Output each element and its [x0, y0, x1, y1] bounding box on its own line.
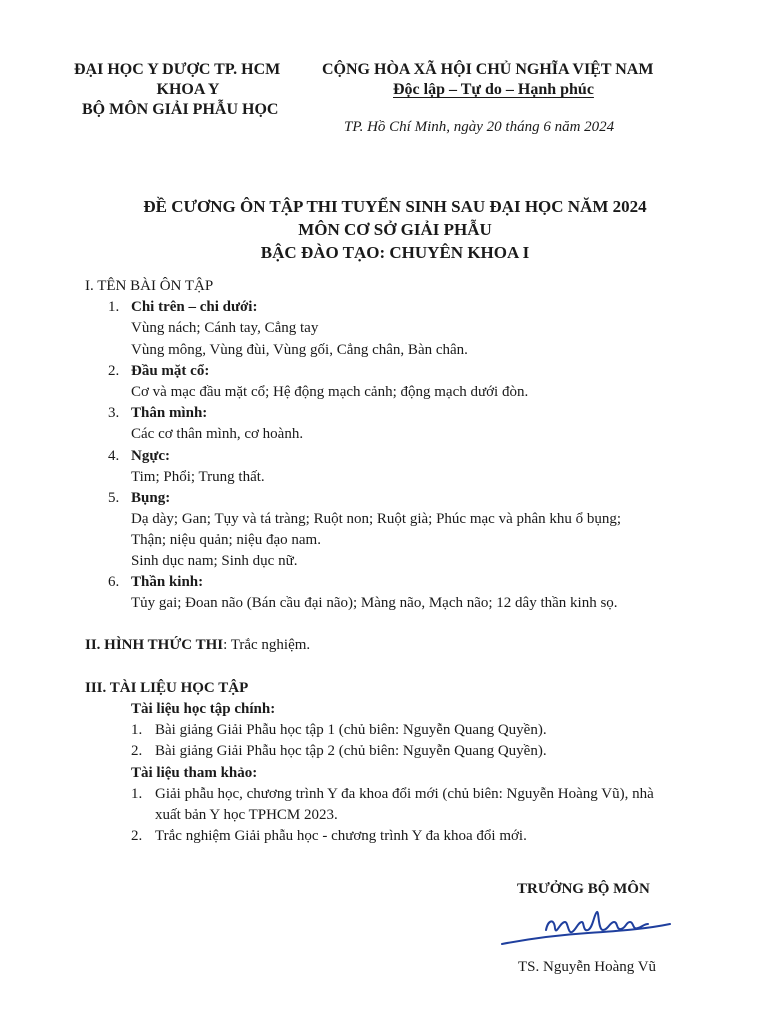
list-item-continued: xuất bản Y học TPHCM 2023.	[155, 807, 338, 823]
section3-heading: III. TÀI LIỆU HỌC TẬP	[85, 680, 249, 696]
list-number: 2.	[131, 743, 143, 759]
item-line: Sinh dục nam; Sinh dục nữ.	[131, 553, 298, 569]
item-line: Dạ dày; Gan; Tụy và tá tràng; Ruột non; Ruột già; Phúc mạc và phân khu ổ bụng;	[131, 511, 622, 527]
item-title: Chi trên – chi dưới:	[131, 299, 258, 315]
item-number: 2.	[108, 363, 120, 379]
doc-title-line1: ĐỀ CƯƠNG ÔN TẬP THI TUYỂN SINH SAU ĐẠI HỌC NĂM 2024	[143, 197, 647, 216]
date-line: TP. Hồ Chí Minh, ngày 20 tháng 6 năm 2024	[344, 119, 615, 135]
doc-title-line2: MÔN CƠ SỞ GIẢI PHẪU	[298, 220, 492, 239]
item-line: Cơ và mạc đầu mặt cổ; Hệ động mạch cảnh; động mạch dưới đòn.	[131, 384, 529, 400]
section1-heading: I. TÊN BÀI ÔN TẬP	[85, 278, 214, 294]
item-line: Vùng mông, Vùng đùi, Vùng gối, Cẳng chân, Bàn chân.	[131, 342, 468, 358]
section2	[85, 637, 310, 654]
item-title: Thân mình:	[131, 405, 208, 421]
list-number: 1.	[131, 786, 143, 802]
item-line: Các cơ thân mình, cơ hoành.	[131, 426, 304, 442]
main-materials-heading: Tài liệu học tập chính:	[131, 701, 276, 717]
item-number: 3.	[108, 405, 120, 421]
item-line: Tim; Phổi; Trung thất.	[131, 469, 265, 485]
item-title: Bụng:	[131, 490, 171, 506]
section2-heading: II. HÌNH THỨC THI	[85, 637, 224, 653]
item-title: Ngực:	[131, 448, 170, 464]
list-item: Trắc nghiệm Giải phẫu học - chương trình Y đa khoa đổi mới.	[155, 828, 527, 844]
reference-heading: Tài liệu tham khảo:	[131, 765, 258, 781]
list-number: 2.	[131, 828, 143, 844]
signatory-role: TRƯỞNG BỘ MÔN	[517, 881, 650, 897]
list-number: 1.	[131, 722, 143, 738]
department-name: BỘ MÔN GIẢI PHẪU HỌC	[82, 101, 279, 118]
item-line: Tủy gai; Đoan não (Bán cầu đại não); Màng não, Mạch não; 12 dây thần kinh sọ.	[131, 595, 618, 611]
list-item: Bài giảng Giải Phẫu học tập 1 (chủ biên: Nguyễn Quang Quyền).	[155, 722, 547, 738]
doc-title-line3: BẬC ĐÀO TẠO: CHUYÊN KHOA I	[260, 243, 530, 262]
item-number: 4.	[108, 448, 120, 464]
university-name: ĐẠI HỌC Y DƯỢC TP. HCM	[74, 61, 281, 78]
signature-underline-stroke	[502, 924, 670, 944]
national-title: CỘNG HÒA XÃ HỘI CHỦ NGHĨA VIỆT NAM	[322, 61, 654, 78]
list-item: Giải phẫu học, chương trình Y đa khoa đổi mới (chủ biên: Nguyễn Hoàng Vũ), nhà	[155, 786, 654, 802]
item-line: Thận; niệu quản; niệu đạo nam.	[131, 532, 321, 548]
handwritten-signature	[498, 906, 678, 956]
item-line: Vùng nách; Cánh tay, Cẳng tay	[131, 320, 319, 336]
section2-text: : Trắc nghiệm.	[223, 637, 311, 653]
item-number: 5.	[108, 490, 120, 506]
item-number: 6.	[108, 574, 120, 590]
item-title: Thần kinh:	[131, 574, 204, 590]
national-motto: Độc lập – Tự do – Hạnh phúc	[393, 81, 594, 98]
signatory-name: TS. Nguyễn Hoàng Vũ	[518, 959, 657, 975]
faculty-name: KHOA Y	[156, 81, 220, 98]
item-title: Đầu mặt cổ:	[131, 363, 210, 379]
list-item: Bài giảng Giải Phẫu học tập 2 (chủ biên: Nguyễn Quang Quyền).	[155, 743, 547, 759]
item-number: 1.	[108, 299, 120, 315]
